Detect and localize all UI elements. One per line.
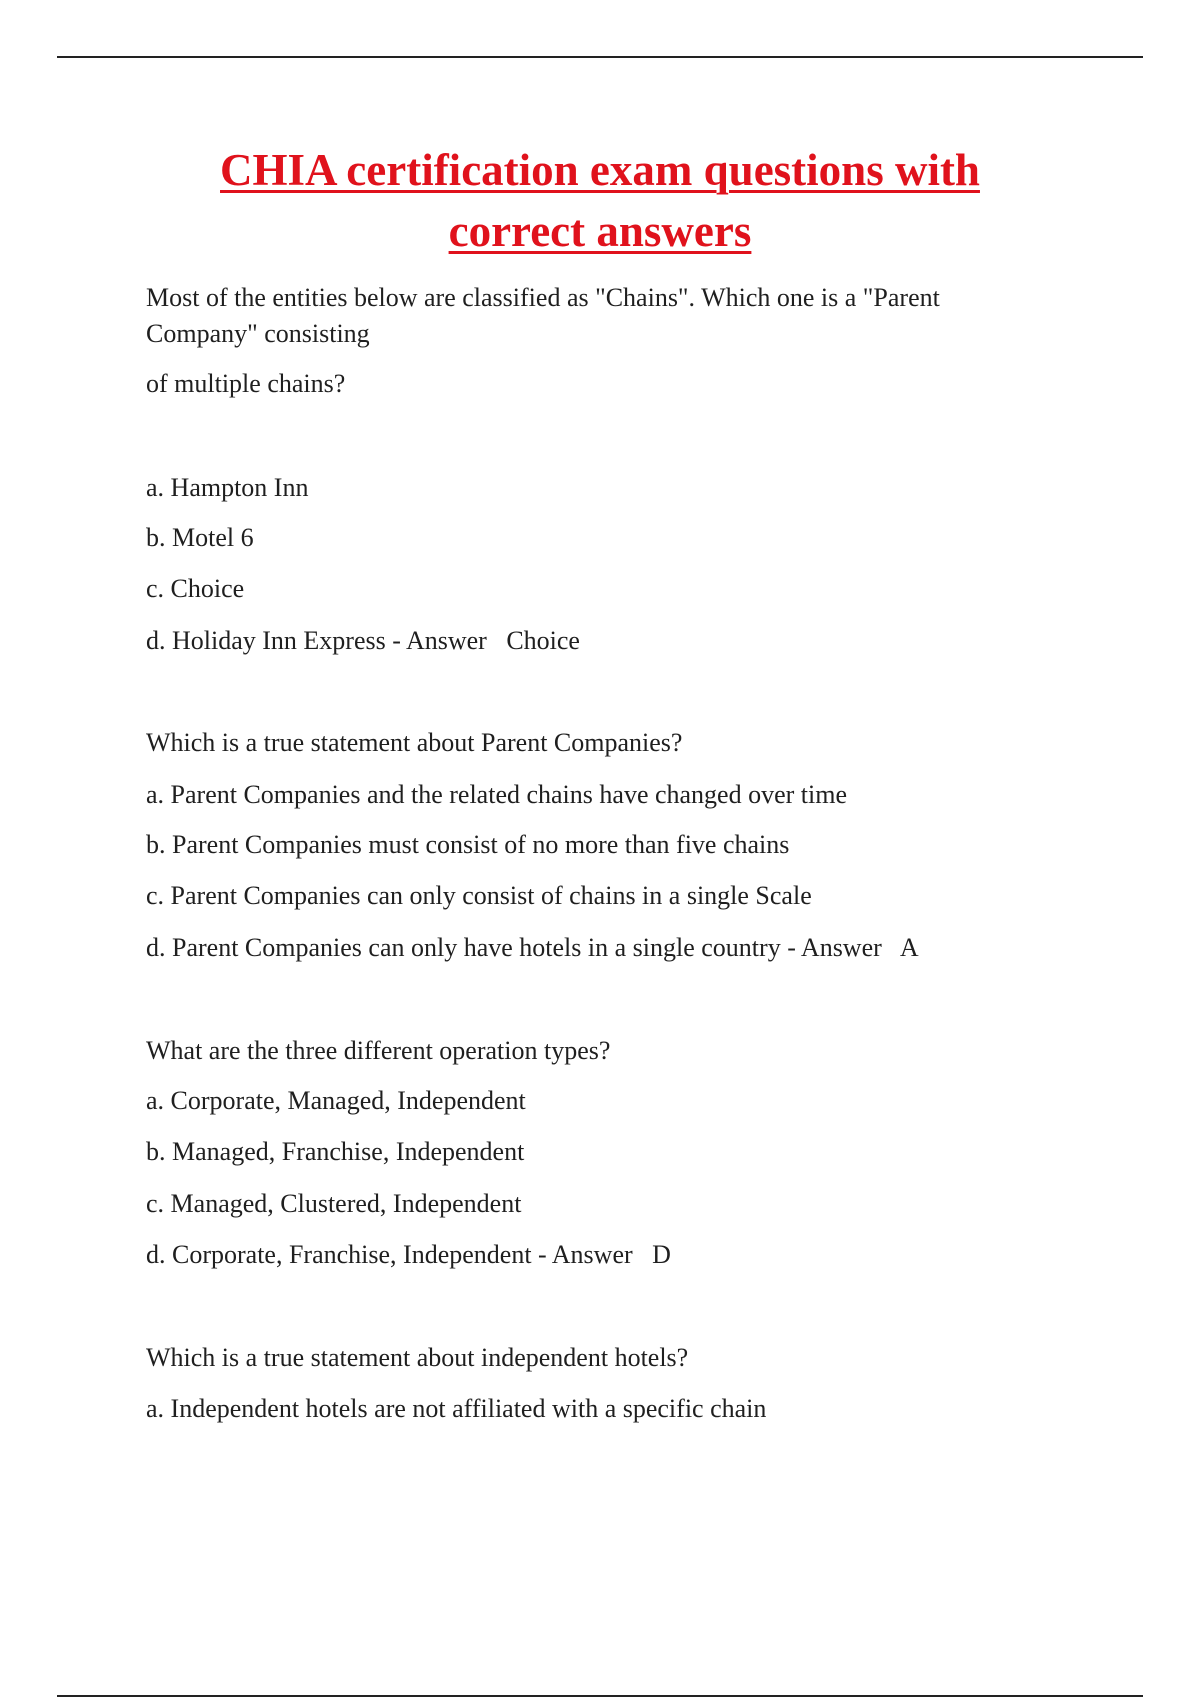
question-1-option-d: d. Holiday Inn Express - Answer Choice xyxy=(146,626,580,655)
question-3-stem: What are the three different operation types? xyxy=(146,1036,611,1065)
question-1-stem-line-2: Company" consisting xyxy=(146,319,370,348)
question-2-option-d: d. Parent Companies can only have hotels in a single country - Answer A xyxy=(146,933,919,962)
question-2-stem: Which is a true statement about Parent Companies? xyxy=(146,728,683,757)
question-3-option-d: d. Corporate, Franchise, Independent - Answer D xyxy=(146,1240,671,1269)
question-1-option-a: a. Hampton Inn xyxy=(146,473,309,502)
document-title xyxy=(120,140,1080,262)
question-4-stem: Which is a true statement about independent hotels? xyxy=(146,1343,689,1372)
question-2-option-c: c. Parent Companies can only consist of chains in a single Scale xyxy=(146,881,812,910)
question-4-option-a: a. Independent hotels are not affiliated with a specific chain xyxy=(146,1394,767,1423)
question-1-stem-line-1: Most of the entities below are classified as "Chains". Which one is a "Parent xyxy=(146,283,940,312)
title-line-2: correct answers xyxy=(448,206,752,256)
title-line-1: CHIA certification exam questions with xyxy=(220,145,980,195)
question-3-option-b: b. Managed, Franchise, Independent xyxy=(146,1137,525,1166)
question-1-option-b: b. Motel 6 xyxy=(146,523,254,552)
question-1-option-c: c. Choice xyxy=(146,574,245,603)
question-3-option-a: a. Corporate, Managed, Independent xyxy=(146,1086,526,1115)
question-3-option-c: c. Managed, Clustered, Independent xyxy=(146,1189,522,1218)
bottom-rule xyxy=(57,1695,1143,1697)
question-2-option-a: a. Parent Companies and the related chains have changed over time xyxy=(146,780,848,809)
question-2-option-b: b. Parent Companies must consist of no more than five chains xyxy=(146,830,790,859)
top-rule xyxy=(57,56,1143,58)
question-1-stem-line-3: of multiple chains? xyxy=(146,369,346,398)
